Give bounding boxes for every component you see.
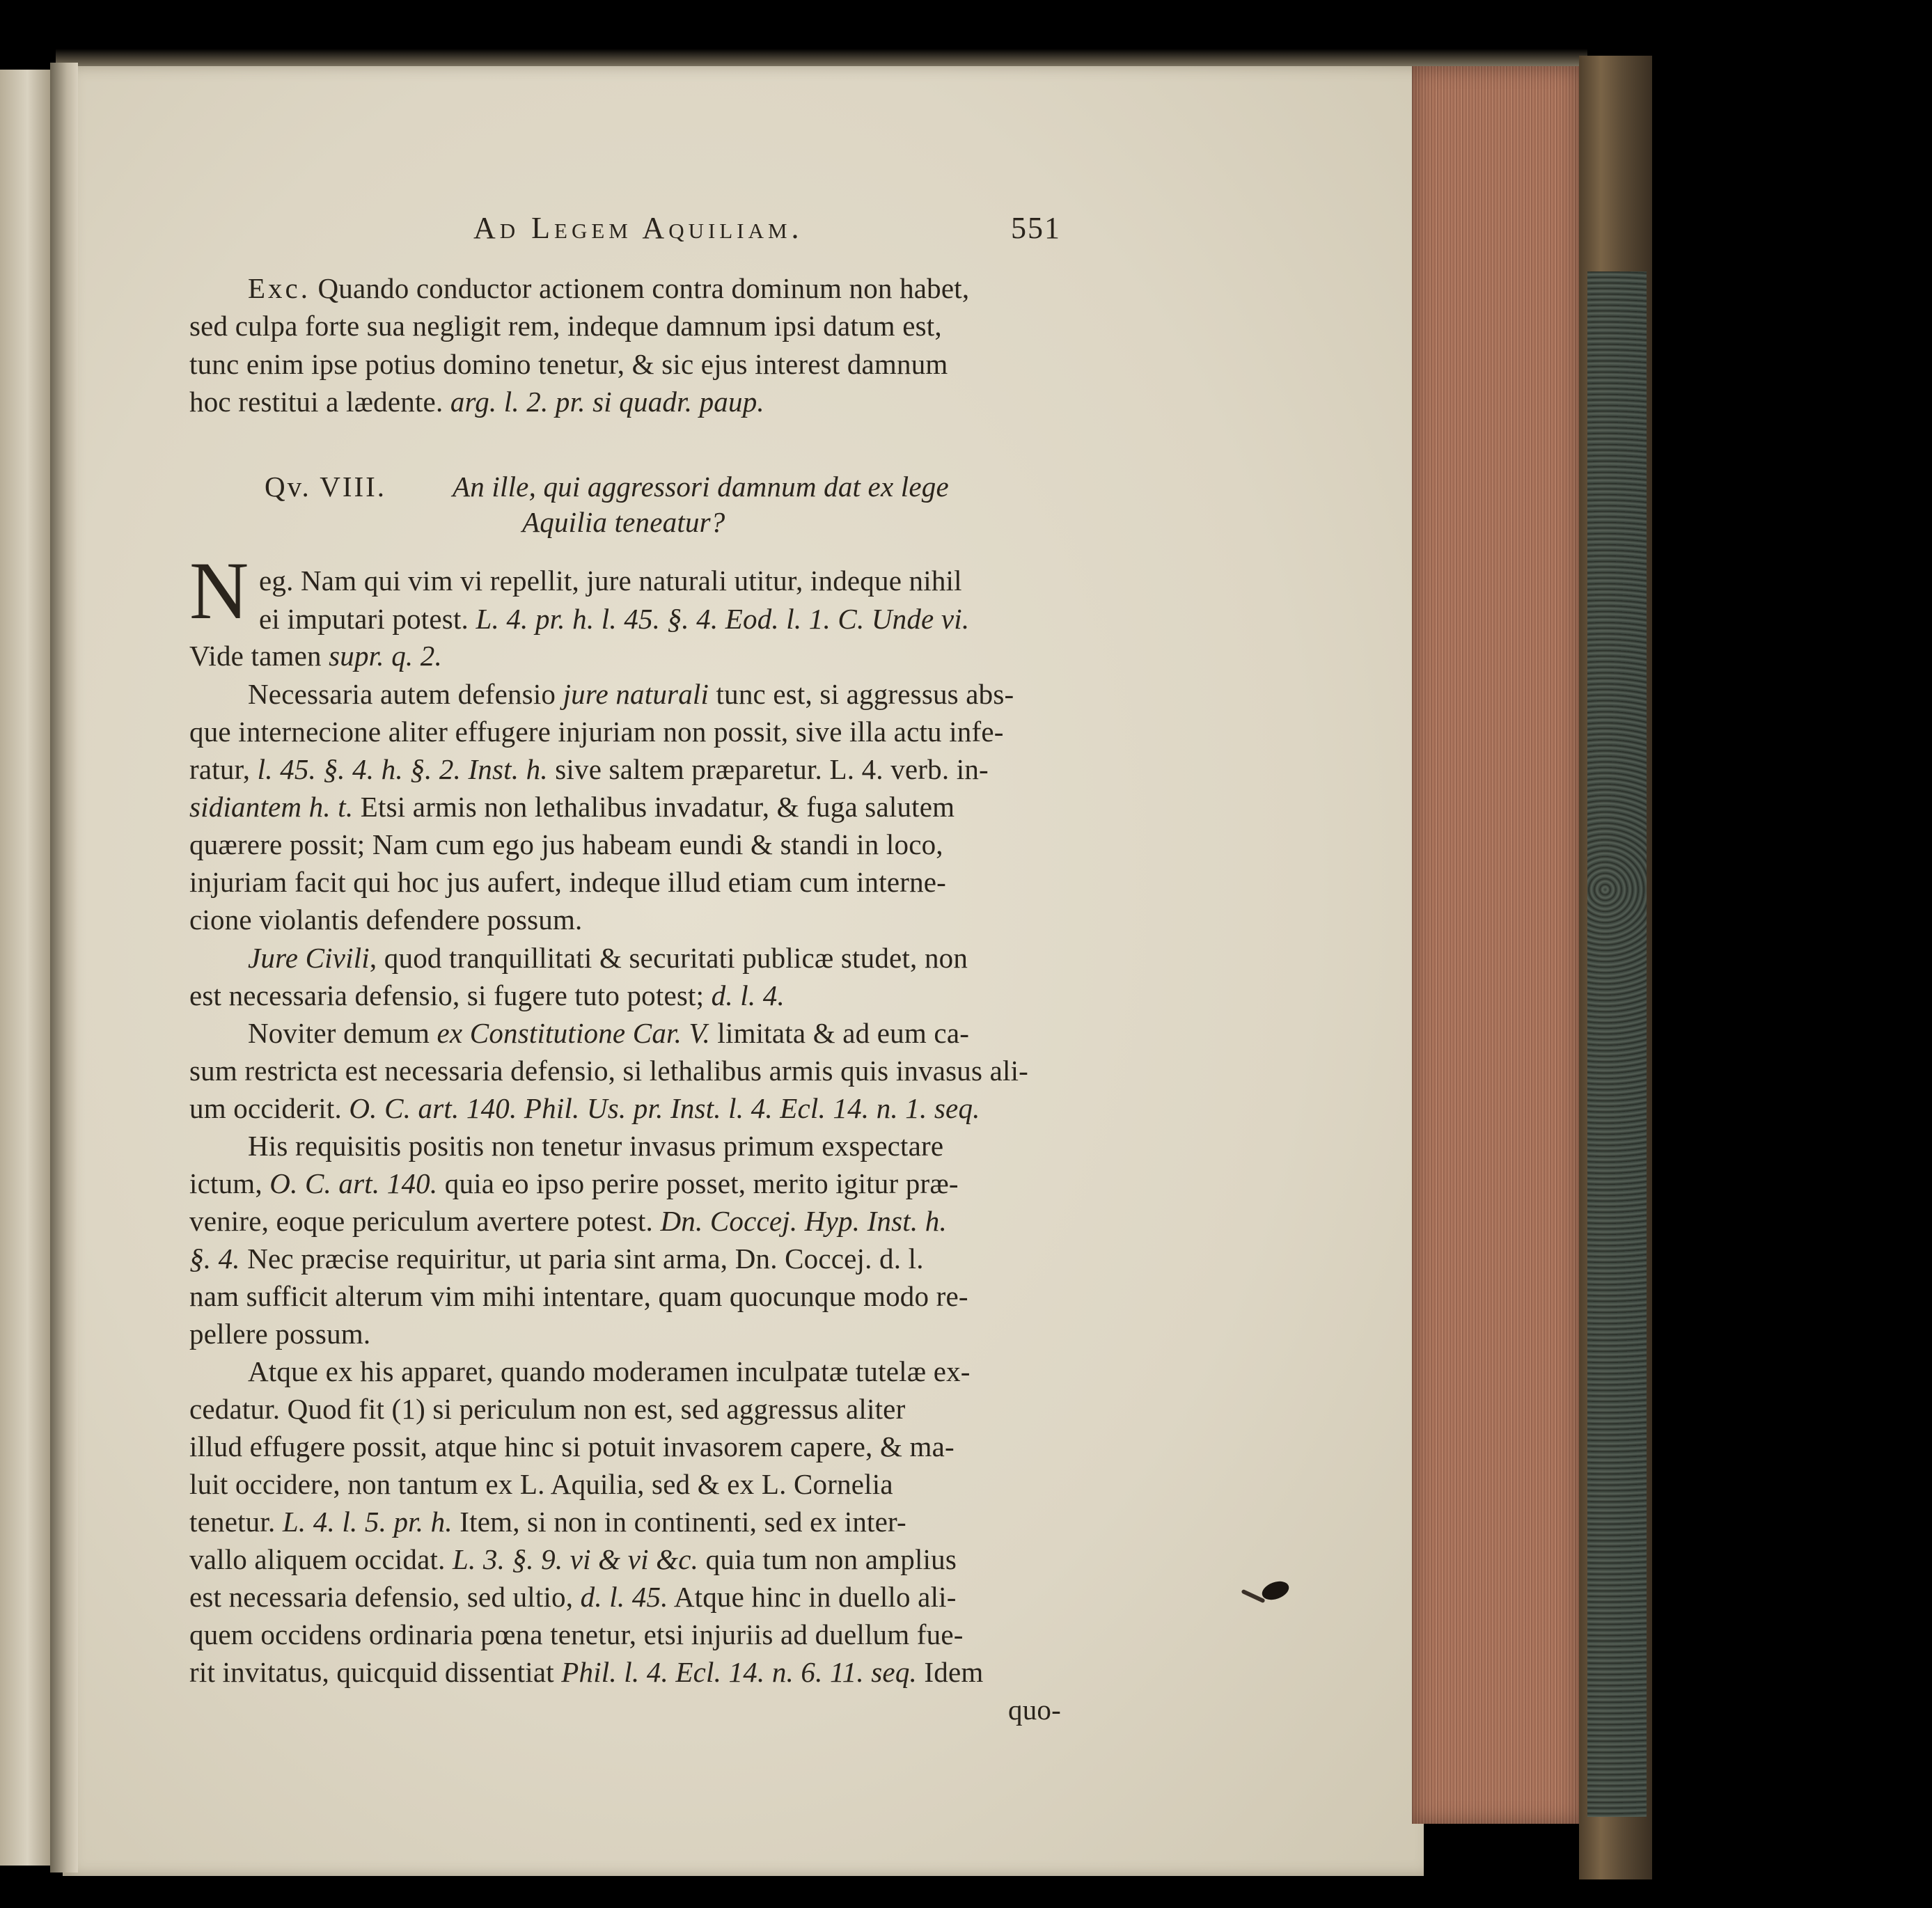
p6-line-8: quem occidens ordinaria pœna tenetur, etsi injuriis ad duellum fue- — [189, 1618, 964, 1650]
p2-line-5: quærere possit; Nam cum ego jus habeam eundi & standi in loco, — [189, 828, 943, 860]
p4-line-1 — [248, 1016, 969, 1050]
p1-line-2 — [259, 602, 969, 636]
exc-line-3: tunc enim ipse potius domino tenetur, & sic ejus interest damnum — [189, 348, 948, 380]
text: vallo aliquem occidat. — [189, 1543, 453, 1575]
citation: d. l. 4. — [711, 979, 785, 1011]
p5-line-2 — [189, 1167, 959, 1200]
exc-text: Quando conductor actionem contra dominum non habet, — [317, 272, 970, 304]
text: quia eo ipso perire posset, merito igitur præ- — [437, 1167, 959, 1199]
p2-line-6: injuriam facit qui hoc jus aufert, indeque illud etiam cum interne- — [189, 866, 947, 898]
p4-line-2: sum restricta est necessaria defensio, si lethalibus armis quis invasus ali- — [189, 1055, 1029, 1087]
marbled-cover — [1587, 271, 1647, 1817]
text: est necessaria defensio, sed ultio, — [189, 1581, 581, 1613]
p6-line-5 — [189, 1505, 906, 1538]
text: venire, eoque periculum avertere potest. — [189, 1205, 661, 1237]
p5-line-1: His requisitis positis non tenetur invasus primum exspectare — [248, 1130, 944, 1162]
text: tunc est, si aggressus abs- — [709, 678, 1014, 710]
citation: l. 45. §. 4. h. §. 2. Inst. h. — [257, 753, 548, 785]
p2-line-4 — [189, 790, 955, 823]
citation: O. C. art. 140. Phil. Us. pr. Inst. l. 4. Ecl. 14. n. 1. seq. — [349, 1092, 980, 1124]
drop-cap: N — [189, 545, 249, 636]
p2-line-1 — [248, 677, 1014, 711]
citation: supr. q. 2. — [329, 640, 442, 672]
p5-line-4 — [189, 1242, 924, 1275]
page-number: 551 — [1011, 211, 1061, 245]
text: eg. Nam qui vim vi repellit, jure naturali utitur, indeque nihil — [259, 565, 962, 597]
text: quia tum non amplius — [698, 1543, 957, 1575]
text: est necessaria defensio, si fugere tuto potest; — [189, 979, 712, 1011]
text: sive saltem præparetur. L. 4. verb. in- — [547, 753, 989, 785]
p6-line-2: cedatur. Quod fit (1) si periculum non est, sed aggressus aliter — [189, 1393, 906, 1425]
p1-line-1 — [259, 564, 962, 597]
exc-text: hoc restitui a lædente. — [189, 386, 443, 418]
p2-line-7: cione violantis defendere possum. — [189, 904, 583, 936]
p5-line-5: nam sufficit alterum vim mihi intentare, quam quocunque modo re- — [189, 1280, 968, 1312]
p6-line-9 — [189, 1655, 983, 1689]
text: , quod tranquillitati & securitati publicæ studet, non — [369, 942, 968, 974]
citation: L. 3. §. 9. vi & vi &c. — [453, 1543, 699, 1575]
text: rit invitatus, quicquid dissentiat — [189, 1656, 562, 1688]
text: Noviter demum — [248, 1017, 437, 1049]
text: ictum, — [189, 1167, 270, 1199]
question-title-line-1: An ille, qui aggressori damnum dat ex lege — [453, 471, 949, 503]
p5-line-3 — [189, 1204, 947, 1238]
p1-line-3 — [189, 639, 442, 672]
question-label: Qv. VIII. — [265, 471, 387, 503]
emphasis: Jure Civili — [248, 942, 370, 974]
text: Item, si non in continenti, sed ex inter- — [452, 1506, 906, 1538]
p3-line-2 — [189, 979, 785, 1012]
citation: O. C. art. 140. — [269, 1167, 438, 1199]
p2-line-2: que internecione aliter effugere injuriam non possit, sive illa actu infe- — [189, 716, 1004, 748]
p4-line-3 — [189, 1091, 980, 1125]
citation: d. l. 45. — [580, 1581, 668, 1613]
p6-line-7 — [189, 1580, 957, 1614]
exc-citation: arg. l. 2. pr. si quadr. paup. — [450, 386, 764, 418]
p5-line-6: pellere possum. — [189, 1318, 371, 1350]
text: Vide tamen — [189, 640, 322, 672]
question-title-line-2: Aquilia teneatur? — [522, 506, 725, 538]
exc-lead: Exc. — [248, 272, 311, 304]
citation: Phil. l. 4. Ecl. 14. n. 6. 11. seq. — [561, 1656, 917, 1688]
citation: Dn. Coccej. Hyp. Inst. h. — [660, 1205, 947, 1237]
p6-line-3: illud effugere possit, atque hinc si potuit invasorem capere, & ma- — [189, 1430, 955, 1462]
text: Atque hinc in duello ali- — [668, 1581, 957, 1613]
text: tenetur. — [189, 1506, 283, 1538]
p2-line-3 — [189, 752, 989, 786]
citation: sidiantem h. t. — [189, 791, 354, 823]
text: Idem — [916, 1656, 984, 1688]
citation: L. 4. l. 5. pr. h. — [282, 1506, 453, 1538]
p6-line-4: luit occidere, non tantum ex L. Aquilia, sed & ex L. Cornelia — [189, 1468, 893, 1500]
text: ratur, — [189, 753, 258, 785]
citation: ex Constitutione Car. V. — [437, 1017, 710, 1049]
catchword: quo- — [1008, 1694, 1061, 1726]
citation: §. 4. — [189, 1243, 240, 1275]
text: Nec præcise requiritur, ut paria sint arma, Dn. Coccej. d. l. — [239, 1243, 924, 1275]
p6-line-1: Atque ex his apparet, quando moderamen inculpatæ tutelæ ex- — [248, 1355, 971, 1387]
fore-edge — [1412, 66, 1579, 1824]
running-title: Ad Legem Aquiliam. — [473, 211, 803, 245]
exc-line-2: sed culpa forte sua negligit rem, indeque damnum ipsi datum est, — [189, 310, 942, 342]
text: um occiderit. — [189, 1092, 350, 1124]
p6-line-6 — [189, 1543, 957, 1576]
gutter — [50, 63, 78, 1872]
text: Etsi armis non lethalibus invadatur, & fuga salutem — [353, 791, 955, 823]
citation: L. 4. pr. h. l. 45. §. 4. Eod. l. 1. C. Unde vi. — [476, 603, 970, 635]
exc-line-4 — [189, 385, 764, 418]
text: limitata & ad eum ca- — [709, 1017, 970, 1049]
p3-line-1 — [248, 941, 968, 975]
emphasis: jure naturali — [563, 678, 709, 710]
exc-line-1 — [248, 271, 969, 305]
text: ei imputari potest. — [259, 603, 469, 635]
text: Necessaria autem defensio — [248, 678, 563, 710]
previous-page-edge — [0, 70, 50, 1866]
